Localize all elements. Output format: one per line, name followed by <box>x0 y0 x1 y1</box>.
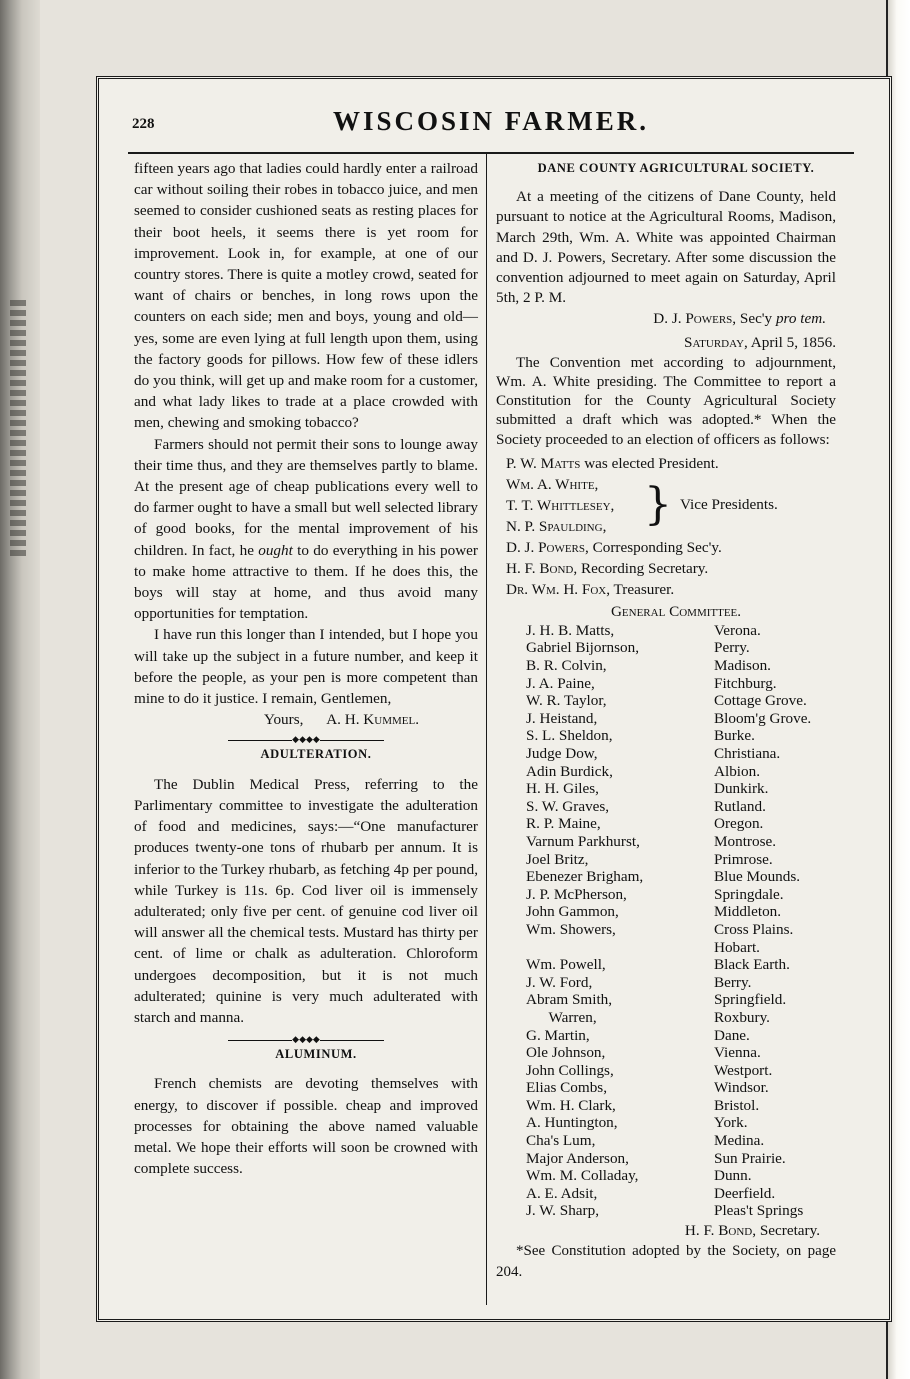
page-number: 228 <box>132 116 155 132</box>
committee-row <box>496 763 836 781</box>
footnote: *See Constitution adopted by the Society, on page 204. <box>496 1243 836 1281</box>
committee-title: General Committee. <box>610 602 742 620</box>
book-binding-edge <box>0 0 40 1379</box>
aluminum-heading: ALUMINUM. <box>275 1047 357 1062</box>
committee-member-town: Dunn. <box>714 1167 752 1185</box>
committee-member-town: Springfield. <box>714 991 787 1009</box>
committee-secretary-role: , Secretary. <box>752 1222 820 1240</box>
committee-member-name <box>496 939 714 957</box>
continued-paragraph: fifteen years ago that ladies could hardly enter a railroad car without soiling their robes in tobacco juice, and men seemed to consider cushioned seats as resting places for their boot heels, it seems there is yet room for improvement. Look in, for example, at one of our country stores. There is quite a motley crowd, seated for want of chairs or benches, in long rows upon the counters on each side; men and boys, young and old—yes, some are even lying at full length upon them, using the factory goods for pillows. How few of these idlers do you think, will get up and make room for a customer, and what lady likes to trade at a place crowded with men, chewing and smoking tobacco? <box>134 160 478 432</box>
committee-member-name: Major Anderson, <box>526 1149 629 1167</box>
committee-row <box>496 939 836 957</box>
committee-member-name: R. P. Maine, <box>526 815 601 833</box>
committee-row <box>496 1009 836 1027</box>
committee-member-name: Varnum Parkhurst, <box>526 832 640 850</box>
committee-member-town: Deerfield. <box>714 1184 776 1202</box>
left-column <box>134 158 478 1179</box>
committee-member-name: Abram Smith, <box>526 991 613 1009</box>
curly-brace: } <box>644 479 672 531</box>
committee-row <box>496 851 836 869</box>
committee-member-town: York. <box>714 1114 748 1132</box>
committee-member-name: J. A. Paine, <box>526 674 595 692</box>
signature-line <box>134 709 478 730</box>
committee-member-name: Cha's Lum, <box>526 1132 596 1150</box>
closing-paragraph: I have run this longer than I intended, but I hope you will take up the subject in a future number, and keep it before the people, as your pen is more competent than mine to do it justice. I remain, Gentlemen, <box>134 626 478 708</box>
vice-presidents-group <box>496 474 836 537</box>
committee-member-town: Primrose. <box>714 850 773 868</box>
column-divider <box>486 153 487 1305</box>
committee-row <box>496 1167 836 1185</box>
masthead-title: WISCOSIN FARMER. <box>332 106 650 136</box>
committee-row <box>496 1185 836 1203</box>
committee-member-town: Perry. <box>714 639 750 657</box>
committee-member-town: Bristol. <box>714 1096 760 1114</box>
meeting-date <box>496 332 836 353</box>
committee-member-town: Oregon. <box>714 815 764 833</box>
committee-member-town: Dane. <box>714 1026 750 1044</box>
adulteration-heading: ADULTERATION. <box>260 747 372 762</box>
committee-row <box>496 1097 836 1115</box>
farmers-text-b: to do everything in his power to make home attractive to them. If he does this, the boys will stay at home, and thus avoid many opportunities for temptation. <box>134 541 478 623</box>
president-name: P. W. Matts <box>506 454 581 472</box>
committee-row <box>496 780 836 798</box>
committee-row <box>496 1062 836 1080</box>
committee-row <box>496 903 836 921</box>
committee-table <box>496 622 836 1220</box>
committee-member-name: B. R. Colvin, <box>526 657 607 675</box>
committee-member-town: Windsor. <box>714 1079 769 1097</box>
convention-paragraph: The Convention met according to adjournment, Wm. A. White presiding. The Committee to report a Constitution for the County Agricultural Society submitted a draft which was adopted.* When the Society proceeded to an election of officers as follows: <box>496 353 836 448</box>
committee-member-town: Madison. <box>714 657 771 675</box>
secretary-signoff <box>496 308 836 329</box>
vice-president-name: Wm. A. White, <box>506 476 599 494</box>
committee-member-name: Ebenezer Brigham, <box>526 868 644 886</box>
header-rule <box>128 152 854 154</box>
farmers-emphasis: ought <box>258 541 293 559</box>
meeting-paragraph: At a meeting of the citizens of Dane County, held pursuant to notice at the Agricultural Rooms, Madison, March 29th, Wm. A. White was appointed Chairman and D. J. Powers, Secretary. After some discussion the convention adjourned to meet again on Saturday, April 5th, 2 P. M. <box>496 188 836 307</box>
vice-president-name: T. T. Whittlesey, <box>506 497 615 515</box>
officer-name: Dr. Wm. H. Fox <box>506 581 607 599</box>
committee-row <box>496 1079 836 1097</box>
committee-member-town: Black Earth. <box>714 956 790 974</box>
committee-row <box>496 798 836 816</box>
secretary-protem: pro tem. <box>775 310 826 328</box>
committee-member-name: John Collings, <box>526 1061 614 1079</box>
committee-member-town: Christiana. <box>714 745 781 763</box>
president-role: was elected President. <box>580 454 719 472</box>
committee-member-town: Rutland. <box>714 797 766 815</box>
committee-row <box>496 1114 836 1132</box>
secretary-suffix: , Sec'y <box>732 310 776 328</box>
committee-member-town: Roxbury. <box>714 1008 770 1026</box>
officer-line <box>496 579 836 600</box>
committee-row <box>496 745 836 763</box>
committee-member-name: W. R. Taylor, <box>526 692 607 710</box>
committee-member-town: Vienna. <box>714 1044 761 1062</box>
committee-row <box>496 1027 836 1045</box>
aluminum-paragraph: French chemists are devoting themselves with energy, to discover if possible. cheap and improved processes for obtaining the above named valuable metal. We hope their efforts will soon be crowned with complete success. <box>134 1075 478 1178</box>
committee-member-town: Albion. <box>714 762 760 780</box>
vice-presidents-label: Vice Presidents. <box>680 496 778 514</box>
society-heading: DANE COUNTY AGRICULTURAL SOCIETY. <box>537 161 815 175</box>
committee-member-town: Pleas't Springs <box>714 1202 804 1220</box>
committee-row <box>496 639 836 657</box>
committee-row <box>496 833 836 851</box>
committee-member-name: A. E. Adsit, <box>526 1184 598 1202</box>
committee-member-town: Middleton. <box>714 903 782 921</box>
section-separator: ◆◆◆◆ <box>134 734 478 744</box>
committee-member-name: J. Heistand, <box>526 709 598 727</box>
committee-member-town: Cross Plains. <box>714 920 794 938</box>
committee-member-name: J. P. McPherson, <box>526 885 627 903</box>
committee-row <box>496 886 836 904</box>
committee-member-name: Adin Burdick, <box>526 762 613 780</box>
committee-member-town: Fitchburg. <box>714 674 777 692</box>
signature-prefix: Yours, <box>264 711 304 729</box>
signature-name: A. H. Kummel. <box>326 711 420 729</box>
committee-member-town: Burke. <box>714 727 755 745</box>
committee-member-name: J. H. B. Matts, <box>526 621 615 639</box>
committee-row <box>496 868 836 886</box>
committee-member-town: Bloom'g Grove. <box>714 709 812 727</box>
committee-member-name: Elias Combs, <box>526 1079 608 1097</box>
right-column <box>496 158 836 1284</box>
officer-line <box>496 558 836 579</box>
committee-member-name: J. W. Ford, <box>526 973 593 991</box>
committee-row <box>496 991 836 1009</box>
committee-secretary <box>496 1220 836 1241</box>
committee-row <box>496 1044 836 1062</box>
committee-row <box>496 727 836 745</box>
committee-member-town: Berry. <box>714 973 752 991</box>
adulteration-paragraph: The Dublin Medical Press, referring to the Parlimentary committee to investigate the adulteration of food and medicines, says:—“One manufacturer produces twenty-one tons of rhubarb per annum. It is inferior to the Turkey rhubarb, as fetching 4p per pound, while Turkey is 11s. 6p. Cod liver oil is immensely adulterated; only five per cent. of genuine cod liver oil will answer all the chemical tests. Mustard has thirty per cent. of lime or chalk as adulteration. Chloroform undergoes decomposition, but it is not much adulterated; quinine is very much adulterated with starch and manna. <box>134 775 478 1026</box>
committee-member-name: Ole Johnson, <box>526 1044 606 1062</box>
committee-row <box>496 622 836 640</box>
officer-name: D. J. Powers <box>506 539 586 557</box>
officer-role: , Treasurer. <box>606 581 675 599</box>
committee-row <box>496 675 836 693</box>
officer-line <box>496 537 836 558</box>
page-header <box>96 98 886 146</box>
officer-role: , Corresponding Sec'y. <box>585 539 722 557</box>
committee-row <box>496 710 836 728</box>
section-separator-2: ◆◆◆◆ <box>134 1034 478 1044</box>
committee-member-name: H. H. Giles, <box>526 780 599 798</box>
date-rest: , April 5, 1856. <box>744 333 836 351</box>
committee-row <box>496 692 836 710</box>
committee-member-name: A. Huntington, <box>526 1114 618 1132</box>
committee-member-name: S. L. Sheldon, <box>526 727 613 745</box>
committee-row <box>496 956 836 974</box>
officers-list <box>496 453 836 601</box>
committee-member-name: Wm. M. Colladay, <box>526 1167 639 1185</box>
president-line <box>496 453 836 474</box>
committee-member-name: Wm. Showers, <box>526 920 616 938</box>
committee-member-town: Sun Prairie. <box>714 1149 786 1167</box>
committee-member-town: Hobart. <box>714 938 760 956</box>
secretary-name: D. J. Powers <box>653 310 733 328</box>
committee-member-name: J. W. Sharp, <box>526 1202 599 1220</box>
committee-member-name: Joel Britz, <box>526 850 589 868</box>
committee-secretary-name: H. F. Bond <box>684 1222 753 1240</box>
committee-member-name: G. Martin, <box>526 1026 590 1044</box>
committee-member-town: Medina. <box>714 1132 765 1150</box>
committee-member-name: John Gammon, <box>526 903 619 921</box>
date-day: Saturday <box>684 333 745 351</box>
committee-row <box>496 974 836 992</box>
committee-member-town: Westport. <box>714 1061 773 1079</box>
vice-president-name: N. P. Spaulding, <box>506 518 607 536</box>
committee-member-town: Blue Mounds. <box>714 868 801 886</box>
committee-member-name: Warren, <box>526 1008 597 1026</box>
committee-member-town: Dunkirk. <box>714 780 769 798</box>
committee-member-town: Verona. <box>714 621 761 639</box>
committee-row <box>496 921 836 939</box>
farmers-paragraph <box>134 434 478 625</box>
committee-row <box>496 657 836 675</box>
spine-marking <box>10 300 26 560</box>
committee-member-town: Springdale. <box>714 885 784 903</box>
committee-row <box>496 1150 836 1168</box>
committee-member-name: Judge Dow, <box>526 745 598 763</box>
committee-row <box>496 1132 836 1150</box>
officer-role: , Recording Secretary. <box>573 560 709 578</box>
committee-row <box>496 1202 836 1220</box>
officer-name: H. F. Bond <box>506 560 574 578</box>
committee-member-name: Gabriel Bijornson, <box>526 639 640 657</box>
committee-member-town: Cottage Grove. <box>714 692 807 710</box>
farmers-text-a: Farmers should not permit their sons to lounge away their time thus, and they are themselves partly to blame. At the present age of cheap publications every well to do farmer ought to have a small but well selected library of good books, for the mental improvement of his children. In fact, he <box>134 435 478 559</box>
committee-member-name: Wm. H. Clark, <box>526 1096 616 1114</box>
committee-row <box>496 815 836 833</box>
committee-member-town: Montrose. <box>714 832 777 850</box>
committee-member-name: Wm. Powell, <box>526 956 606 974</box>
committee-member-name: S. W. Graves, <box>526 797 610 815</box>
